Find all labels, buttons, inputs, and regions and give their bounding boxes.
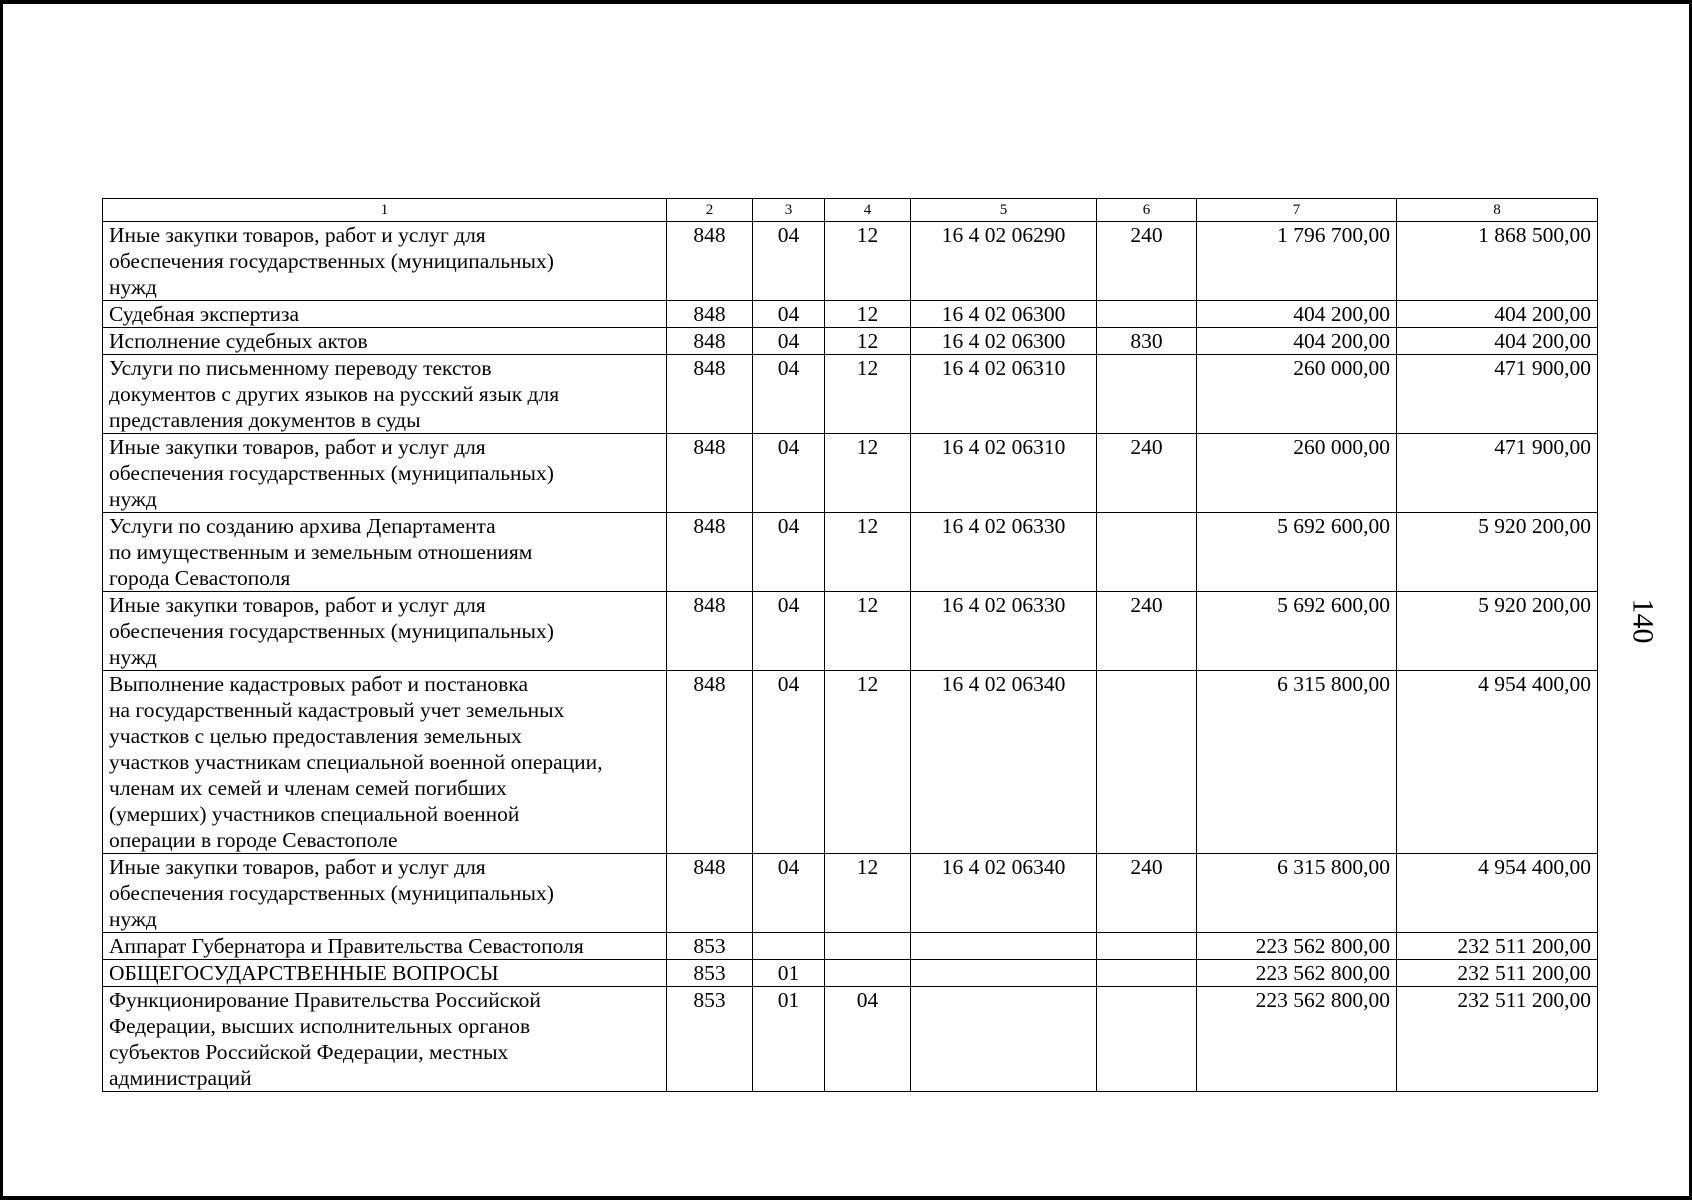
subsection-code: 12	[825, 355, 911, 434]
table-row	[103, 328, 1598, 355]
department-code: 853	[667, 987, 753, 1092]
page-number: 140	[1626, 598, 1660, 644]
row-name: Услуги по созданию архива Департамента по имущественным и земельным отношениям города Севастополя	[103, 513, 667, 592]
target-article: 16 4 02 06300	[911, 328, 1097, 355]
amount-year-1: 404 200,00	[1197, 328, 1397, 355]
table-row	[103, 434, 1598, 513]
department-code: 848	[667, 301, 753, 328]
scan-edge-bottom	[0, 1196, 1692, 1200]
row-name: ОБЩЕГОСУДАРСТВЕННЫЕ ВОПРОСЫ	[103, 960, 667, 987]
row-name: Иные закупки товаров, работ и услуг для обеспечения государственных (муниципальных) нужд	[103, 222, 667, 301]
column-number: 8	[1397, 199, 1598, 222]
department-code: 848	[667, 513, 753, 592]
section-code: 04	[753, 328, 825, 355]
section-code	[753, 933, 825, 960]
department-code: 853	[667, 960, 753, 987]
table-row	[103, 592, 1598, 671]
amount-year-1: 5 692 600,00	[1197, 513, 1397, 592]
column-number: 5	[911, 199, 1097, 222]
section-code: 04	[753, 434, 825, 513]
section-code: 04	[753, 671, 825, 854]
row-name: Услуги по письменному переводу текстов документов с других языков на русский язык для представления документов в суды	[103, 355, 667, 434]
target-article	[911, 933, 1097, 960]
section-code: 01	[753, 987, 825, 1092]
amount-year-1: 6 315 800,00	[1197, 671, 1397, 854]
target-article	[911, 960, 1097, 987]
expense-type	[1097, 301, 1197, 328]
amount-year-2: 4 954 400,00	[1397, 671, 1598, 854]
row-name: Судебная экспертиза	[103, 301, 667, 328]
amount-year-2: 232 511 200,00	[1397, 960, 1598, 987]
target-article: 16 4 02 06330	[911, 513, 1097, 592]
scan-edge-top	[0, 0, 1692, 4]
column-number-row	[103, 199, 1598, 222]
department-code: 848	[667, 222, 753, 301]
expense-type	[1097, 960, 1197, 987]
row-name: Выполнение кадастровых работ и постановка на государственный кадастровый учет земельных участков с целью предоставления земельных участков участникам специальной военной операции, членам их семей и членам семей погибших (умерших) участников специальной военной операции в городе Севастополе	[103, 671, 667, 854]
budget-table	[102, 198, 1598, 1092]
table-row	[103, 960, 1598, 987]
table-row	[103, 671, 1598, 854]
target-article: 16 4 02 06310	[911, 434, 1097, 513]
target-article: 16 4 02 06340	[911, 854, 1097, 933]
row-name: Иные закупки товаров, работ и услуг для обеспечения государственных (муниципальных) нужд	[103, 592, 667, 671]
row-name: Функционирование Правительства Российской Федерации, высших исполнительных органов субъектов Российской Федерации, местных администраций	[103, 987, 667, 1092]
amount-year-2: 471 900,00	[1397, 355, 1598, 434]
expense-type	[1097, 987, 1197, 1092]
department-code: 848	[667, 328, 753, 355]
department-code: 848	[667, 434, 753, 513]
subsection-code	[825, 960, 911, 987]
subsection-code: 12	[825, 301, 911, 328]
target-article: 16 4 02 06290	[911, 222, 1097, 301]
row-name: Иные закупки товаров, работ и услуг для обеспечения государственных (муниципальных) нужд	[103, 434, 667, 513]
department-code: 848	[667, 592, 753, 671]
amount-year-1: 260 000,00	[1197, 355, 1397, 434]
expense-type	[1097, 933, 1197, 960]
amount-year-2: 5 920 200,00	[1397, 592, 1598, 671]
expense-type	[1097, 671, 1197, 854]
expense-type	[1097, 355, 1197, 434]
row-name: Аппарат Губернатора и Правительства Севастополя	[103, 933, 667, 960]
department-code: 848	[667, 854, 753, 933]
amount-year-1: 223 562 800,00	[1197, 933, 1397, 960]
section-code: 04	[753, 355, 825, 434]
section-code: 04	[753, 301, 825, 328]
amount-year-2: 5 920 200,00	[1397, 513, 1598, 592]
target-article: 16 4 02 06340	[911, 671, 1097, 854]
expense-type: 240	[1097, 434, 1197, 513]
column-number: 4	[825, 199, 911, 222]
target-article	[911, 987, 1097, 1092]
subsection-code: 04	[825, 987, 911, 1092]
amount-year-1: 6 315 800,00	[1197, 854, 1397, 933]
amount-year-2: 232 511 200,00	[1397, 933, 1598, 960]
expense-type: 830	[1097, 328, 1197, 355]
expense-type: 240	[1097, 592, 1197, 671]
table-row	[103, 513, 1598, 592]
column-number: 6	[1097, 199, 1197, 222]
amount-year-2: 232 511 200,00	[1397, 987, 1598, 1092]
row-name: Исполнение судебных актов	[103, 328, 667, 355]
table-row	[103, 222, 1598, 301]
column-number: 7	[1197, 199, 1397, 222]
subsection-code: 12	[825, 328, 911, 355]
expense-type	[1097, 513, 1197, 592]
column-number: 1	[103, 199, 667, 222]
amount-year-1: 260 000,00	[1197, 434, 1397, 513]
subsection-code: 12	[825, 592, 911, 671]
amount-year-2: 471 900,00	[1397, 434, 1598, 513]
row-name: Иные закупки товаров, работ и услуг для обеспечения государственных (муниципальных) нужд	[103, 854, 667, 933]
target-article: 16 4 02 06300	[911, 301, 1097, 328]
table-row	[103, 933, 1598, 960]
column-number: 3	[753, 199, 825, 222]
amount-year-1: 404 200,00	[1197, 301, 1397, 328]
subsection-code: 12	[825, 671, 911, 854]
target-article: 16 4 02 06330	[911, 592, 1097, 671]
subsection-code: 12	[825, 854, 911, 933]
department-code: 848	[667, 355, 753, 434]
amount-year-1: 5 692 600,00	[1197, 592, 1397, 671]
amount-year-1: 223 562 800,00	[1197, 987, 1397, 1092]
target-article: 16 4 02 06310	[911, 355, 1097, 434]
amount-year-2: 404 200,00	[1397, 328, 1598, 355]
column-number: 2	[667, 199, 753, 222]
expense-type: 240	[1097, 854, 1197, 933]
subsection-code: 12	[825, 222, 911, 301]
section-code: 04	[753, 222, 825, 301]
table-row	[103, 301, 1598, 328]
section-code: 04	[753, 592, 825, 671]
section-code: 01	[753, 960, 825, 987]
subsection-code: 12	[825, 434, 911, 513]
table-row	[103, 355, 1598, 434]
subsection-code	[825, 933, 911, 960]
table-row	[103, 854, 1598, 933]
amount-year-2: 4 954 400,00	[1397, 854, 1598, 933]
amount-year-1: 1 796 700,00	[1197, 222, 1397, 301]
table-row	[103, 987, 1598, 1092]
amount-year-2: 404 200,00	[1397, 301, 1598, 328]
section-code: 04	[753, 513, 825, 592]
subsection-code: 12	[825, 513, 911, 592]
amount-year-2: 1 868 500,00	[1397, 222, 1598, 301]
department-code: 848	[667, 671, 753, 854]
scan-edge-left	[0, 0, 3, 1200]
department-code: 853	[667, 933, 753, 960]
expense-type: 240	[1097, 222, 1197, 301]
section-code: 04	[753, 854, 825, 933]
amount-year-1: 223 562 800,00	[1197, 960, 1397, 987]
